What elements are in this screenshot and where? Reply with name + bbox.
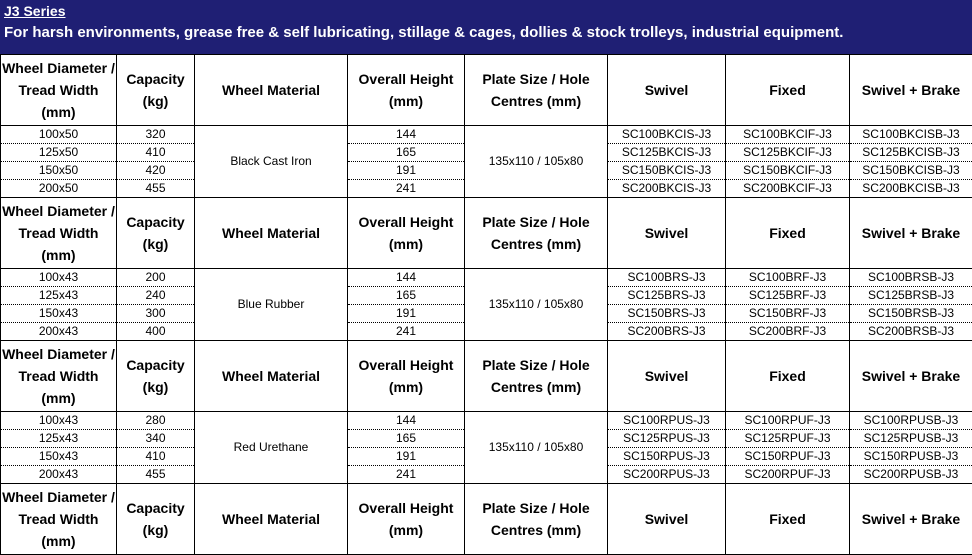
header-capacity: Capacity (kg) xyxy=(117,198,195,269)
header-diameter: Wheel Diameter / Tread Width (mm) xyxy=(1,55,117,126)
cell-material: Black Cast Iron xyxy=(195,126,348,198)
cell-size: 200x43 xyxy=(1,466,117,484)
header-capacity: Capacity (kg) xyxy=(117,55,195,126)
table-row xyxy=(1,269,972,287)
cell-swivel-code: SC125RPUS-J3 xyxy=(608,430,726,448)
cell-swivel-code: SC150BKCIS-J3 xyxy=(608,162,726,180)
cell-swivel-code: SC200RPUS-J3 xyxy=(608,466,726,484)
header-height: Overall Height (mm) xyxy=(348,341,465,412)
cell-swivel-code: SC100BRS-J3 xyxy=(608,269,726,287)
cell-size: 125x43 xyxy=(1,430,117,448)
header-row xyxy=(1,341,972,412)
cell-swivel-code: SC200BKCIS-J3 xyxy=(608,180,726,198)
header-swivel: Swivel xyxy=(608,484,726,555)
cell-swivel-code: SC100RPUS-J3 xyxy=(608,412,726,430)
cell-fixed-code: SC125BRF-J3 xyxy=(726,287,850,305)
cell-brake-code: SC100RPUSB-J3 xyxy=(850,412,972,430)
cell-height: 191 xyxy=(348,448,465,466)
header-diameter: Wheel Diameter / Tread Width (mm) xyxy=(1,198,117,269)
cell-brake-code: SC150BKCISB-J3 xyxy=(850,162,972,180)
header-brake: Swivel + Brake xyxy=(850,484,972,555)
cell-height: 144 xyxy=(348,269,465,287)
cell-capacity: 410 xyxy=(117,144,195,162)
cell-plate: 135x110 / 105x80 xyxy=(465,269,608,341)
cell-fixed-code: SC100RPUF-J3 xyxy=(726,412,850,430)
header-brake: Swivel + Brake xyxy=(850,341,972,412)
header-fixed: Fixed xyxy=(726,198,850,269)
cell-height: 241 xyxy=(348,323,465,341)
header-plate: Plate Size / Hole Centres (mm) xyxy=(465,55,608,126)
header-swivel: Swivel xyxy=(608,198,726,269)
cell-height: 144 xyxy=(348,412,465,430)
cell-swivel-code: SC100BKCIS-J3 xyxy=(608,126,726,144)
table-row xyxy=(1,126,972,144)
header-fixed: Fixed xyxy=(726,484,850,555)
cell-size: 150x43 xyxy=(1,305,117,323)
header-row xyxy=(1,198,972,269)
header-diameter: Wheel Diameter / Tread Width (mm) xyxy=(1,341,117,412)
header-height: Overall Height (mm) xyxy=(348,198,465,269)
cell-brake-code: SC150BRSB-J3 xyxy=(850,305,972,323)
cell-size: 100x43 xyxy=(1,269,117,287)
cell-fixed-code: SC150BRF-J3 xyxy=(726,305,850,323)
caster-spec-table xyxy=(0,54,972,555)
cell-capacity: 320 xyxy=(117,126,195,144)
cell-brake-code: SC200BRSB-J3 xyxy=(850,323,972,341)
cell-fixed-code: SC125RPUF-J3 xyxy=(726,430,850,448)
cell-size: 100x43 xyxy=(1,412,117,430)
cell-size: 150x50 xyxy=(1,162,117,180)
header-diameter: Wheel Diameter / Tread Width (mm) xyxy=(1,484,117,555)
header-fixed: Fixed xyxy=(726,341,850,412)
cell-swivel-code: SC125BRS-J3 xyxy=(608,287,726,305)
header-row xyxy=(1,55,972,126)
header-plate: Plate Size / Hole Centres (mm) xyxy=(465,341,608,412)
cell-plate: 135x110 / 105x80 xyxy=(465,126,608,198)
cell-fixed-code: SC150BKCIF-J3 xyxy=(726,162,850,180)
header-brake: Swivel + Brake xyxy=(850,198,972,269)
cell-size: 200x50 xyxy=(1,180,117,198)
cell-fixed-code: SC150RPUF-J3 xyxy=(726,448,850,466)
cell-size: 100x50 xyxy=(1,126,117,144)
header-material: Wheel Material xyxy=(195,198,348,269)
cell-height: 191 xyxy=(348,162,465,180)
cell-capacity: 300 xyxy=(117,305,195,323)
cell-brake-code: SC200RPUSB-J3 xyxy=(850,466,972,484)
header-capacity: Capacity (kg) xyxy=(117,484,195,555)
header-material: Wheel Material xyxy=(195,341,348,412)
cell-height: 241 xyxy=(348,466,465,484)
cell-height: 165 xyxy=(348,287,465,305)
cell-size: 125x50 xyxy=(1,144,117,162)
cell-capacity: 340 xyxy=(117,430,195,448)
cell-plate: 135x110 / 105x80 xyxy=(465,412,608,484)
cell-height: 241 xyxy=(348,180,465,198)
header-plate: Plate Size / Hole Centres (mm) xyxy=(465,484,608,555)
cell-material: Red Urethane xyxy=(195,412,348,484)
cell-fixed-code: SC100BKCIF-J3 xyxy=(726,126,850,144)
cell-fixed-code: SC200BKCIF-J3 xyxy=(726,180,850,198)
cell-capacity: 455 xyxy=(117,180,195,198)
cell-material: Blue Rubber xyxy=(195,269,348,341)
cell-size: 125x43 xyxy=(1,287,117,305)
cell-capacity: 455 xyxy=(117,466,195,484)
cell-brake-code: SC150RPUSB-J3 xyxy=(850,448,972,466)
cell-brake-code: SC125BKCISB-J3 xyxy=(850,144,972,162)
cell-fixed-code: SC200BRF-J3 xyxy=(726,323,850,341)
cell-brake-code: SC100BKCISB-J3 xyxy=(850,126,972,144)
table-row xyxy=(1,412,972,430)
header-material: Wheel Material xyxy=(195,55,348,126)
cell-height: 165 xyxy=(348,144,465,162)
header-material: Wheel Material xyxy=(195,484,348,555)
cell-height: 191 xyxy=(348,305,465,323)
cell-brake-code: SC200BKCISB-J3 xyxy=(850,180,972,198)
header-height: Overall Height (mm) xyxy=(348,484,465,555)
header-fixed: Fixed xyxy=(726,55,850,126)
cell-brake-code: SC125RPUSB-J3 xyxy=(850,430,972,448)
cell-swivel-code: SC150BRS-J3 xyxy=(608,305,726,323)
cell-brake-code: SC100BRSB-J3 xyxy=(850,269,972,287)
series-banner xyxy=(0,0,972,54)
cell-fixed-code: SC200RPUF-J3 xyxy=(726,466,850,484)
cell-swivel-code: SC200BRS-J3 xyxy=(608,323,726,341)
cell-height: 144 xyxy=(348,126,465,144)
table-body xyxy=(1,55,972,555)
cell-capacity: 280 xyxy=(117,412,195,430)
cell-capacity: 410 xyxy=(117,448,195,466)
header-capacity: Capacity (kg) xyxy=(117,341,195,412)
cell-capacity: 400 xyxy=(117,323,195,341)
cell-swivel-code: SC150RPUS-J3 xyxy=(608,448,726,466)
header-plate: Plate Size / Hole Centres (mm) xyxy=(465,198,608,269)
cell-height: 165 xyxy=(348,430,465,448)
cell-capacity: 200 xyxy=(117,269,195,287)
header-row xyxy=(1,484,972,555)
cell-capacity: 240 xyxy=(117,287,195,305)
header-swivel: Swivel xyxy=(608,55,726,126)
header-swivel: Swivel xyxy=(608,341,726,412)
header-brake: Swivel + Brake xyxy=(850,55,972,126)
series-subtitle: For harsh environments, grease free & self lubricating, stillage & cages, dollies & stock trolleys, industrial equipment. xyxy=(4,24,843,41)
cell-swivel-code: SC125BKCIS-J3 xyxy=(608,144,726,162)
cell-brake-code: SC125BRSB-J3 xyxy=(850,287,972,305)
cell-size: 200x43 xyxy=(1,323,117,341)
cell-capacity: 420 xyxy=(117,162,195,180)
cell-size: 150x43 xyxy=(1,448,117,466)
header-height: Overall Height (mm) xyxy=(348,55,465,126)
cell-fixed-code: SC100BRF-J3 xyxy=(726,269,850,287)
series-title: J3 Series xyxy=(4,3,66,19)
cell-fixed-code: SC125BKCIF-J3 xyxy=(726,144,850,162)
